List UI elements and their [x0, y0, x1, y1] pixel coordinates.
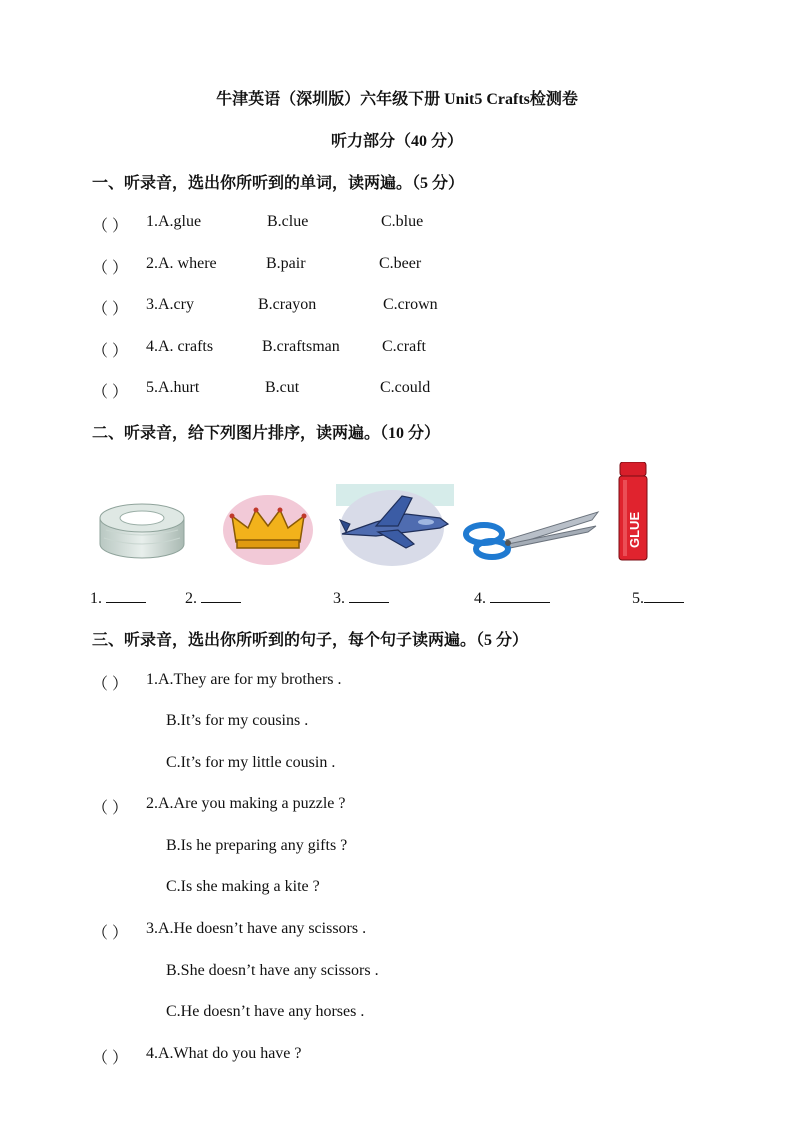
scissors-picture	[462, 506, 600, 560]
option-a: 3.A.cry	[146, 296, 194, 313]
blank-1: 1.	[90, 588, 146, 608]
answer-paren[interactable]: （ ）	[92, 260, 129, 277]
blank-4: 4.	[474, 588, 550, 608]
answer-paren[interactable]: （ ）	[92, 676, 129, 693]
option-c: C.Is she making a kite ?	[166, 878, 320, 895]
blank-3: 3.	[333, 588, 389, 608]
answer-paren[interactable]: （ ）	[92, 218, 129, 235]
answer-line[interactable]	[349, 588, 389, 603]
section3-heading: 三、听录音，选出你所听到的句子，每个句子读两遍。（5 分）	[92, 632, 529, 649]
option-c: C.craft	[382, 338, 426, 355]
blank-5: 5.	[632, 588, 684, 608]
option-c: C.He doesn’t have any horses .	[166, 1003, 365, 1020]
option-b: B.cut	[265, 379, 300, 396]
option-b: B.She doesn’t have any scissors .	[166, 962, 379, 979]
section2-heading: 二、听录音，给下列图片排序，读两遍。（10 分）	[92, 425, 441, 442]
option-a: 4.A.What do you have ?	[146, 1045, 302, 1062]
option-c: C.could	[380, 379, 431, 396]
option-a: 1.A.They are for my brothers .	[146, 671, 342, 688]
page-subtitle: 听力部分（40 分）	[330, 133, 463, 150]
answer-paren[interactable]: （ ）	[92, 800, 129, 817]
answer-paren[interactable]: （ ）	[92, 301, 129, 318]
answer-line[interactable]	[490, 588, 550, 603]
glue-stick-picture	[617, 462, 649, 562]
section1-heading: 一、听录音，选出你所听到的单词，读两遍。（5 分）	[92, 175, 465, 192]
page-title: 牛津英语（深圳版）六年级下册 Unit5 Crafts检测卷	[216, 91, 578, 108]
answer-line[interactable]	[644, 588, 684, 603]
answer-paren[interactable]: （ ）	[92, 343, 129, 360]
glue-label: GLUE	[627, 511, 642, 548]
option-a: 2.A. where	[146, 255, 217, 272]
option-a: 1.A.glue	[146, 213, 202, 230]
option-c: C.It’s for my little cousin .	[166, 754, 336, 771]
answer-paren[interactable]: （ ）	[92, 925, 129, 942]
option-b: B.It’s for my cousins .	[166, 712, 309, 729]
option-b: B.Is he preparing any gifts ?	[166, 837, 348, 854]
option-a: 5.A.hurt	[146, 379, 200, 396]
option-a: 2.A.Are you making a puzzle ?	[146, 795, 346, 812]
option-c: C.beer	[379, 255, 422, 272]
answer-paren[interactable]: （ ）	[92, 1050, 129, 1067]
airplane-picture	[336, 484, 454, 568]
option-a: 4.A. crafts	[146, 338, 214, 355]
option-b: B.crayon	[258, 296, 317, 313]
option-b: B.craftsman	[262, 338, 340, 355]
answer-line[interactable]	[201, 588, 241, 603]
option-c: C.crown	[383, 296, 438, 313]
option-a: 3.A.He doesn’t have any scissors .	[146, 920, 367, 937]
tape-roll-picture	[96, 500, 188, 566]
option-b: B.clue	[267, 213, 309, 230]
blank-2: 2.	[185, 588, 241, 608]
answer-paren[interactable]: （ ）	[92, 384, 129, 401]
option-c: C.blue	[381, 213, 424, 230]
crown-picture	[222, 494, 314, 566]
option-b: B.pair	[266, 255, 306, 272]
answer-line[interactable]	[106, 588, 146, 603]
